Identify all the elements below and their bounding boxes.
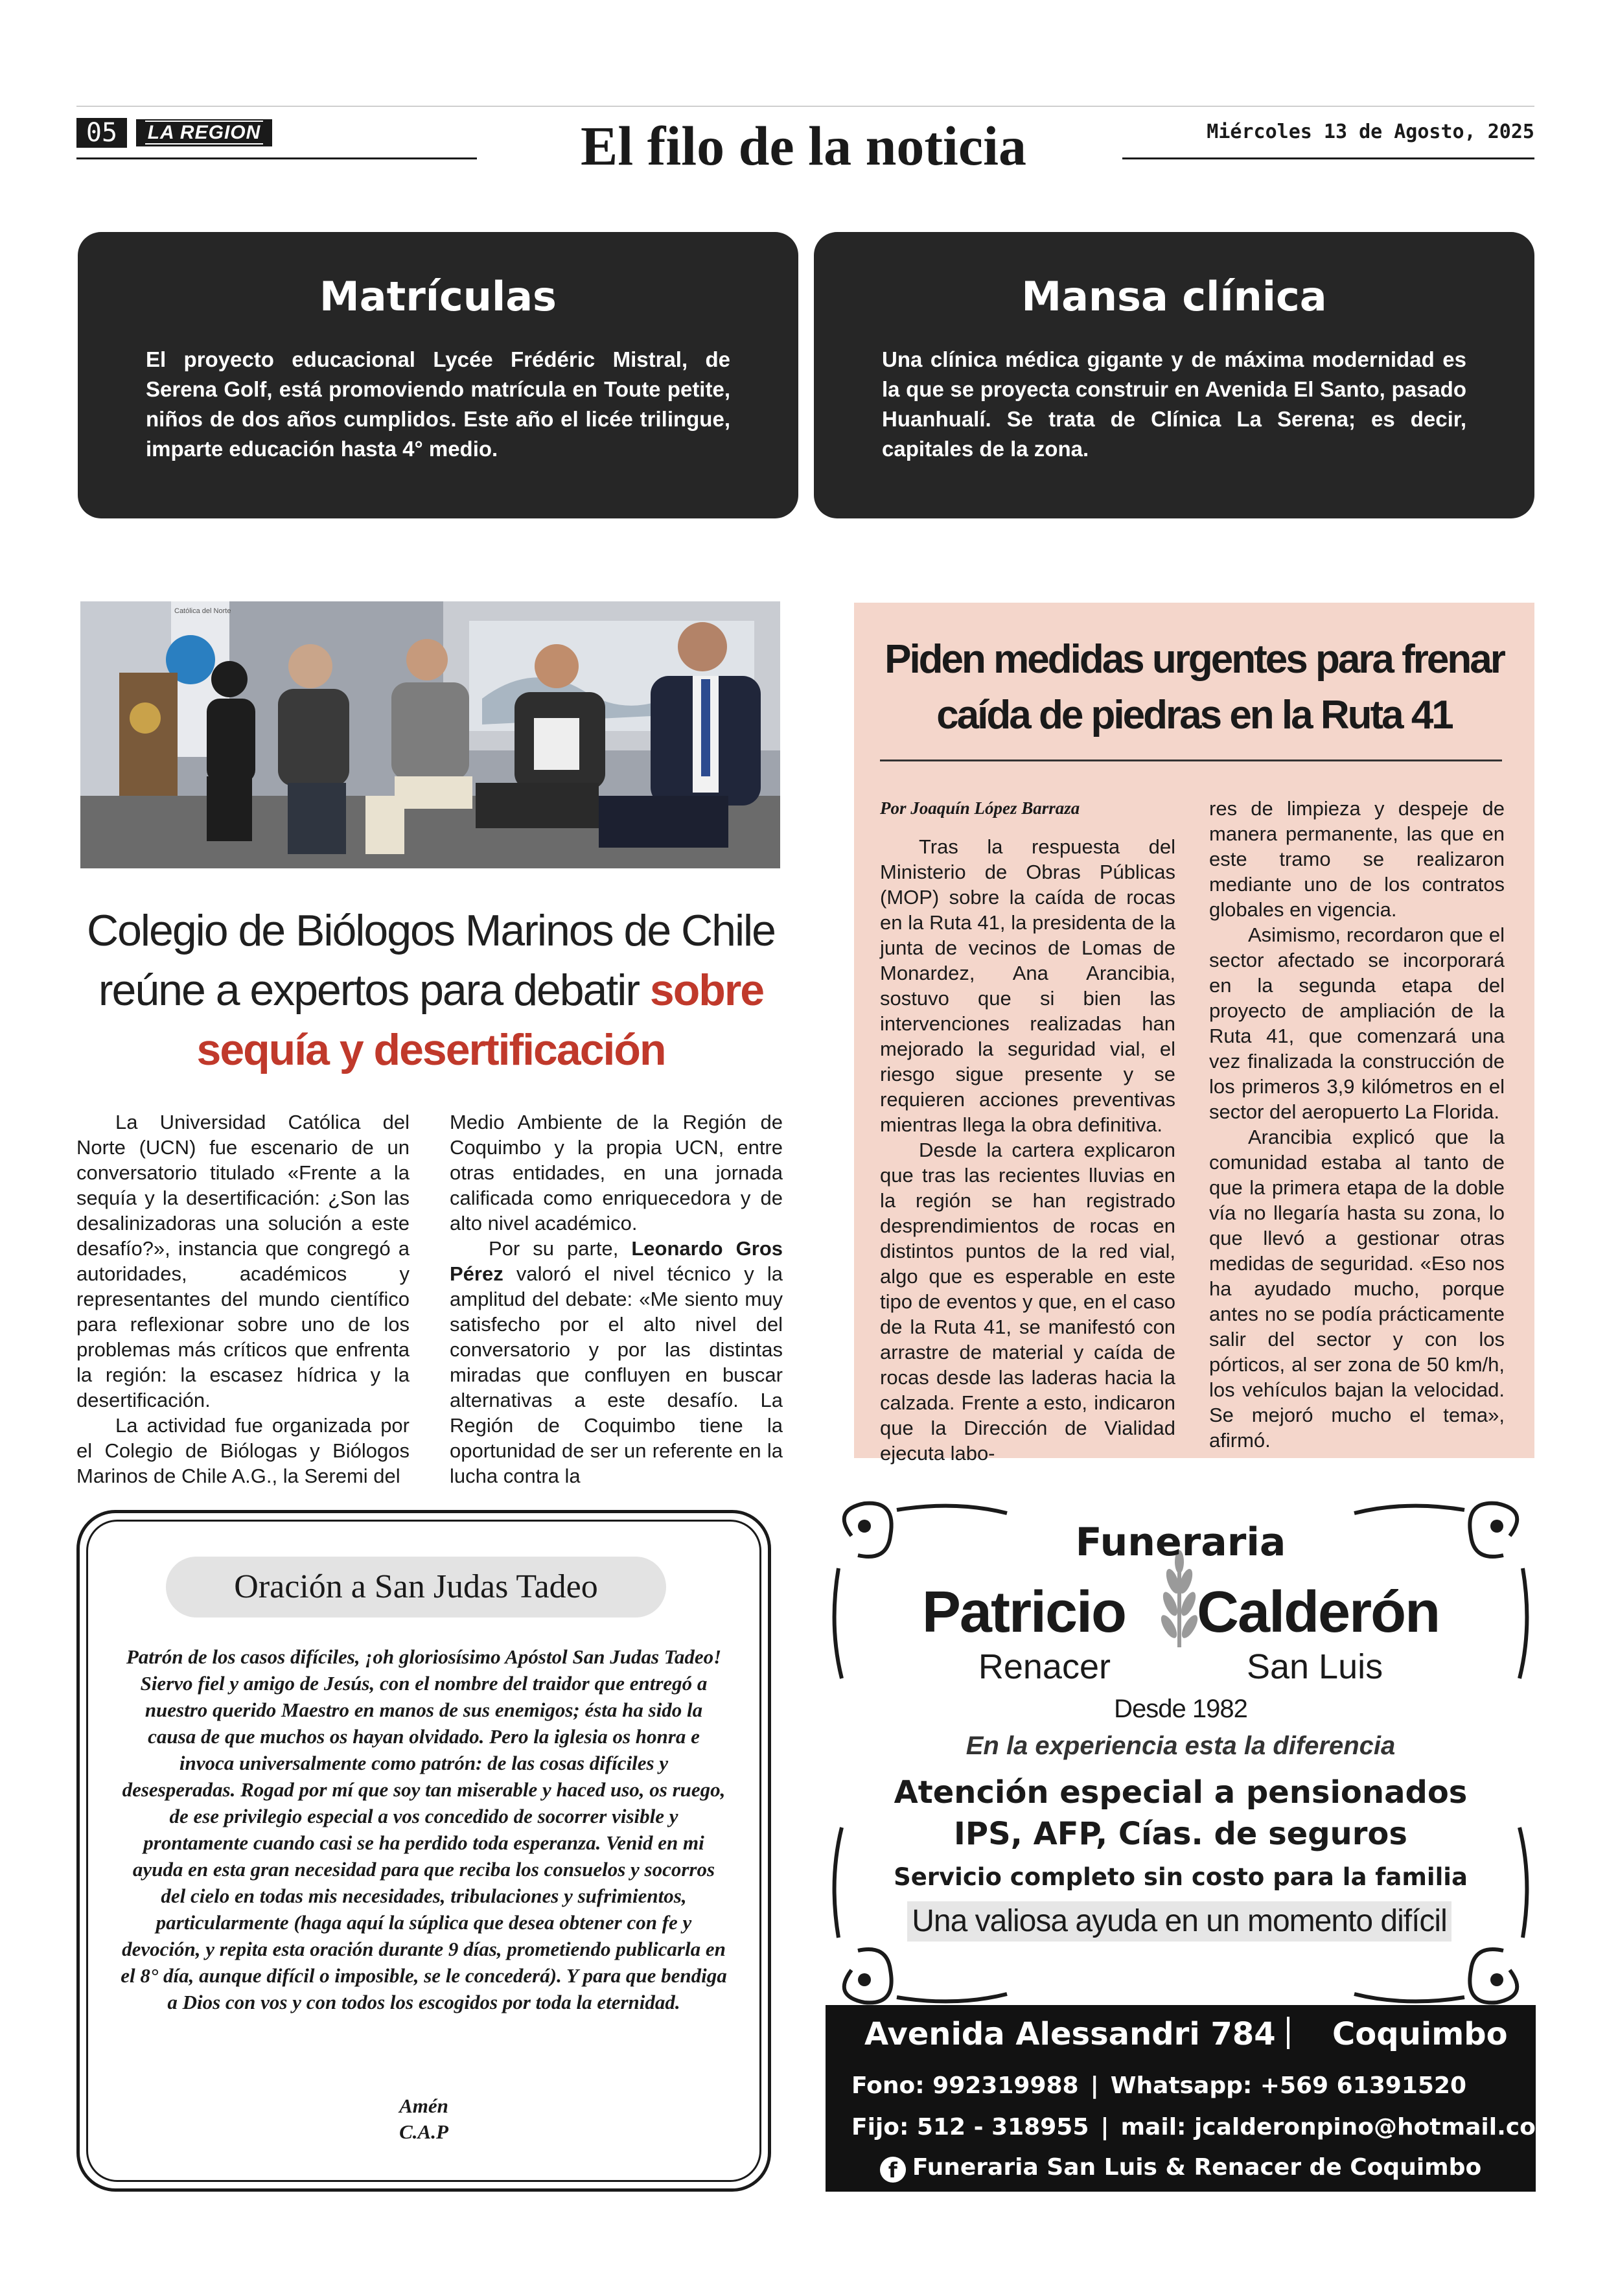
article-photo: [80, 601, 780, 868]
headline-rule: [880, 760, 1502, 761]
headline-fragment: reúne a expertos para debatir: [98, 966, 650, 1015]
headline-line: Colegio de Biólogos Marinos de Chile: [87, 906, 775, 955]
brief-matriculas: [78, 232, 798, 518]
ad-mail: mail: jcalderonpino@hotmail.com: [1120, 2114, 1560, 2140]
article-right-column-2: [1209, 796, 1505, 1453]
prayer-signature: C.A.P: [399, 2120, 448, 2143]
brief-title: Matrículas: [319, 273, 557, 320]
paragraph: La actividad fue organizada por el Colegio de Biólogas y Biólogos Marinos de Chile A.G., la Seremi del: [76, 1414, 410, 1487]
ad-pension-line1: Atención especial a pensionados: [894, 1774, 1468, 1811]
prayer-amen: Amén: [399, 2094, 448, 2117]
article-left-column-2: [450, 1109, 783, 1489]
panel-photo-illustration: [80, 601, 780, 868]
ad-whatsapp: Whatsapp: +569 61391520: [1110, 2072, 1467, 2099]
ad-landline: Fijo: 512 - 318955: [851, 2114, 1089, 2140]
ad-sub-right: San Luis: [1246, 1647, 1383, 1686]
text-fragment: Por su parte,: [489, 1237, 632, 1260]
prayer-signature-block: [121, 2093, 727, 2145]
ad-help-banner: Una valiosa ayuda en un momento difícil: [907, 1901, 1451, 1942]
paragraph: Medio Ambiente de la Región de Coquimbo y la propia UCN, entre otras entidades, en una jornada calificada como enriquecedora y de alto nivel académico.: [450, 1111, 783, 1235]
text-fragment: valoró el nivel técnico y la amplitud del debate: «Me siento muy satisfecho por el alto nivel del conversatorio y por las distintas miradas que confluyen en buscar alternativas a este desafío. La Región de Coquimbo tiene la oportunidad de ser un referente en la lucha contra la: [450, 1262, 783, 1487]
ad-since: Desde 1982: [1114, 1695, 1247, 1723]
ad-facebook-row: [826, 2149, 1536, 2186]
ad-facebook: Funeraria San Luis & Renacer de Coquimbo: [912, 2154, 1482, 2181]
ad-mail-row: Fijo: 512 - 318955 | mail: jcalderonpino@hotmail.com: [851, 2114, 1560, 2140]
ad-service: Servicio completo sin costo para la familia: [894, 1863, 1468, 1891]
headline-line: [78, 960, 784, 1020]
brand-logo-text: LA REGION: [145, 121, 264, 145]
paragraph: Asimismo, recordaron que el sector afectado se incorporará en la segunda etapa del proyecto de ampliación de la Ruta 41, que comenzará una vez finalizada la construcción de los primeros 3,9 kilómetros en el sector del aeropuerto La Florida.: [1209, 923, 1505, 1123]
ad-contact-panel: [826, 2005, 1560, 2192]
ad-name-right: Calderón: [1197, 1580, 1440, 1645]
page-number: 05: [76, 118, 127, 148]
ad-phone-row: Fono: 992319988 | Whatsapp: +569 61391520: [851, 2072, 1467, 2099]
ad-address: Avenida Alessandri 784: [864, 2016, 1276, 2052]
paragraph: res de limpieza y despeje de manera permanente, las que en este tramo se realizaron mediante uno de los contratos globales en vigencia.: [1209, 797, 1505, 921]
section-title: El filo de la noticia: [581, 115, 1026, 177]
header-rule-left: [76, 157, 477, 159]
article-left-headline: [78, 901, 784, 1080]
brief-title: Mansa clínica: [1021, 273, 1327, 320]
brief-body: El proyecto educacional Lycée Frédéric Mistral, de Serena Golf, está promoviendo matrícula en Toute petite, niños de dos años cumplidos. Este año el licée trilingue, imparte educación hasta 4° medio.: [146, 347, 730, 461]
headline-highlight: sequía y desertificación: [196, 1025, 665, 1074]
ad-pension-line2: IPS, AFP, Cías. de seguros: [954, 1816, 1407, 1852]
ad-divider: [1287, 2017, 1289, 2049]
ad-tagline: En la experiencia esta la diferencia: [965, 1732, 1396, 1760]
paragraph: La Universidad Católica del Norte (UCN) fue escenario de un conversatorio titulado «Frente a la sequía y la desertificación: ¿Son las desalinizadoras una solución a este desafío?», instancia que congregó a autoridades, académicos y representantes del mundo científico para reflexionar sobre uno de los problemas más críticos que enfrenta la región: la escasez hídrica y la desertificación.: [76, 1111, 410, 1411]
paragraph: Tras la respuesta del Ministerio de Obras Públicas (MOP) sobre la caída de rocas en la Ruta 41, la presidenta de la junta de vecinos de Lomas de Monardez, Ana Arancibia, sostuvo que si bien las intervenciones realizadas han mejorado la seguridad vial, el riesgo sigue presente y se requieren acciones preventivas mientras llega la obra definitiva.: [880, 835, 1175, 1136]
ad-sub-left: Renacer: [978, 1647, 1111, 1686]
ad-name-left: Patricio: [921, 1580, 1126, 1645]
brief-mansa-clinica: [814, 232, 1534, 518]
facebook-icon: f: [880, 2157, 906, 2183]
brand-logo: [136, 119, 272, 146]
person-name: Leonardo Gros Pérez: [450, 1237, 783, 1285]
ad-heading: Funeraria: [1075, 1520, 1286, 1565]
byline: Por Joaquín López Barraza: [880, 798, 1080, 818]
article-right-headline: Piden medidas urgentes para frenar caída de piedras en la Ruta 41: [884, 637, 1504, 737]
ad-phone: Fono: 992319988: [851, 2072, 1079, 2099]
headline-highlight: sobre: [649, 966, 764, 1015]
prayer-text: Patrón de los casos difíciles, ¡oh gloriosísimo Apóstol San Judas Tadeo! Siervo fiel y amigo de Jesús, con el nombre del traidor que entregó a nuestro querido Maestro en manos de sus enemigos; ésta ha sido la causa de que muchos os hayan olvidado. Pero la iglesia os honra e invoca universalmente como patrón: de las cosas difíciles y desesperadas. Rogad por mí que soy tan miserable y haced uso, os ruego, de ese privilegio especial a vos concedido de socorrer visible y prontamente cuando casi se ha perdido toda esperanza. Venid en mi ayuda en esta gran necesidad para que reciba los consuelos y socorros del cielo en todas mis necesidades, tribulaciones y sufrimientos, particularmente (haga aquí la súplica que desea obtener con fe y devoción, y repita esta oración durante 9 días, prometiendo publicarla en el 8° día, aunque difícil o imposible, se le concederá). Y para que bendiga a Dios con vos y con todos los escogidos por toda la eternidad.: [121, 1645, 727, 2013]
paragraph: Desde la cartera explicaron que tras las recientes lluvias en la región se han registrado desprendimientos de rocas en distintos puntos de la red vial, algo que es esperable en este tipo de eventos y que, en el caso de la Ruta 41, se manifestó con arrastre de material y caída de rocas desde las laderas hacia la calzada. Frente a esto, indicaron que la Dirección de Vialidad ejecuta labo-: [880, 1139, 1175, 1465]
article-right-column-1: [880, 796, 1175, 1466]
paragraph: [450, 1236, 783, 1489]
brief-body: Una clínica médica gigante y de máxima modernidad es la que se proyecta construir en Avenida El Santo, pasado Huanhualí. Se trata de Clínica La Serena; es decir, capitales de la zona.: [882, 347, 1466, 461]
paragraph: Arancibia explicó que la comunidad estaba al tanto de que la primera etapa de la doble vía no llegaría hasta su zona, lo que llevó a gestionar otras medidas de seguridad. «Eso nos ha ayudado mucho, porque antes no se podía prácticamente salir del sector y con los pórticos, al ser zona de 50 km/h, los vehículos bajan la velocidad. Se mejoró mucho el tema», afirmó.: [1209, 1126, 1505, 1452]
header-rule-right: [1122, 157, 1534, 159]
prayer-title: Oración a San Judas Tadeo: [166, 1557, 666, 1618]
article-left-column-1: [76, 1109, 410, 1489]
ad-subnames: [826, 1646, 1536, 1687]
header-top-rule: [76, 106, 1534, 107]
ad-city: Coquimbo: [1332, 2016, 1508, 2052]
photo-banner-text: Católica del Norte: [174, 607, 231, 615]
ad-name: [826, 1579, 1536, 1646]
issue-date: Miércoles 13 de Agosto, 2025: [1207, 121, 1534, 143]
